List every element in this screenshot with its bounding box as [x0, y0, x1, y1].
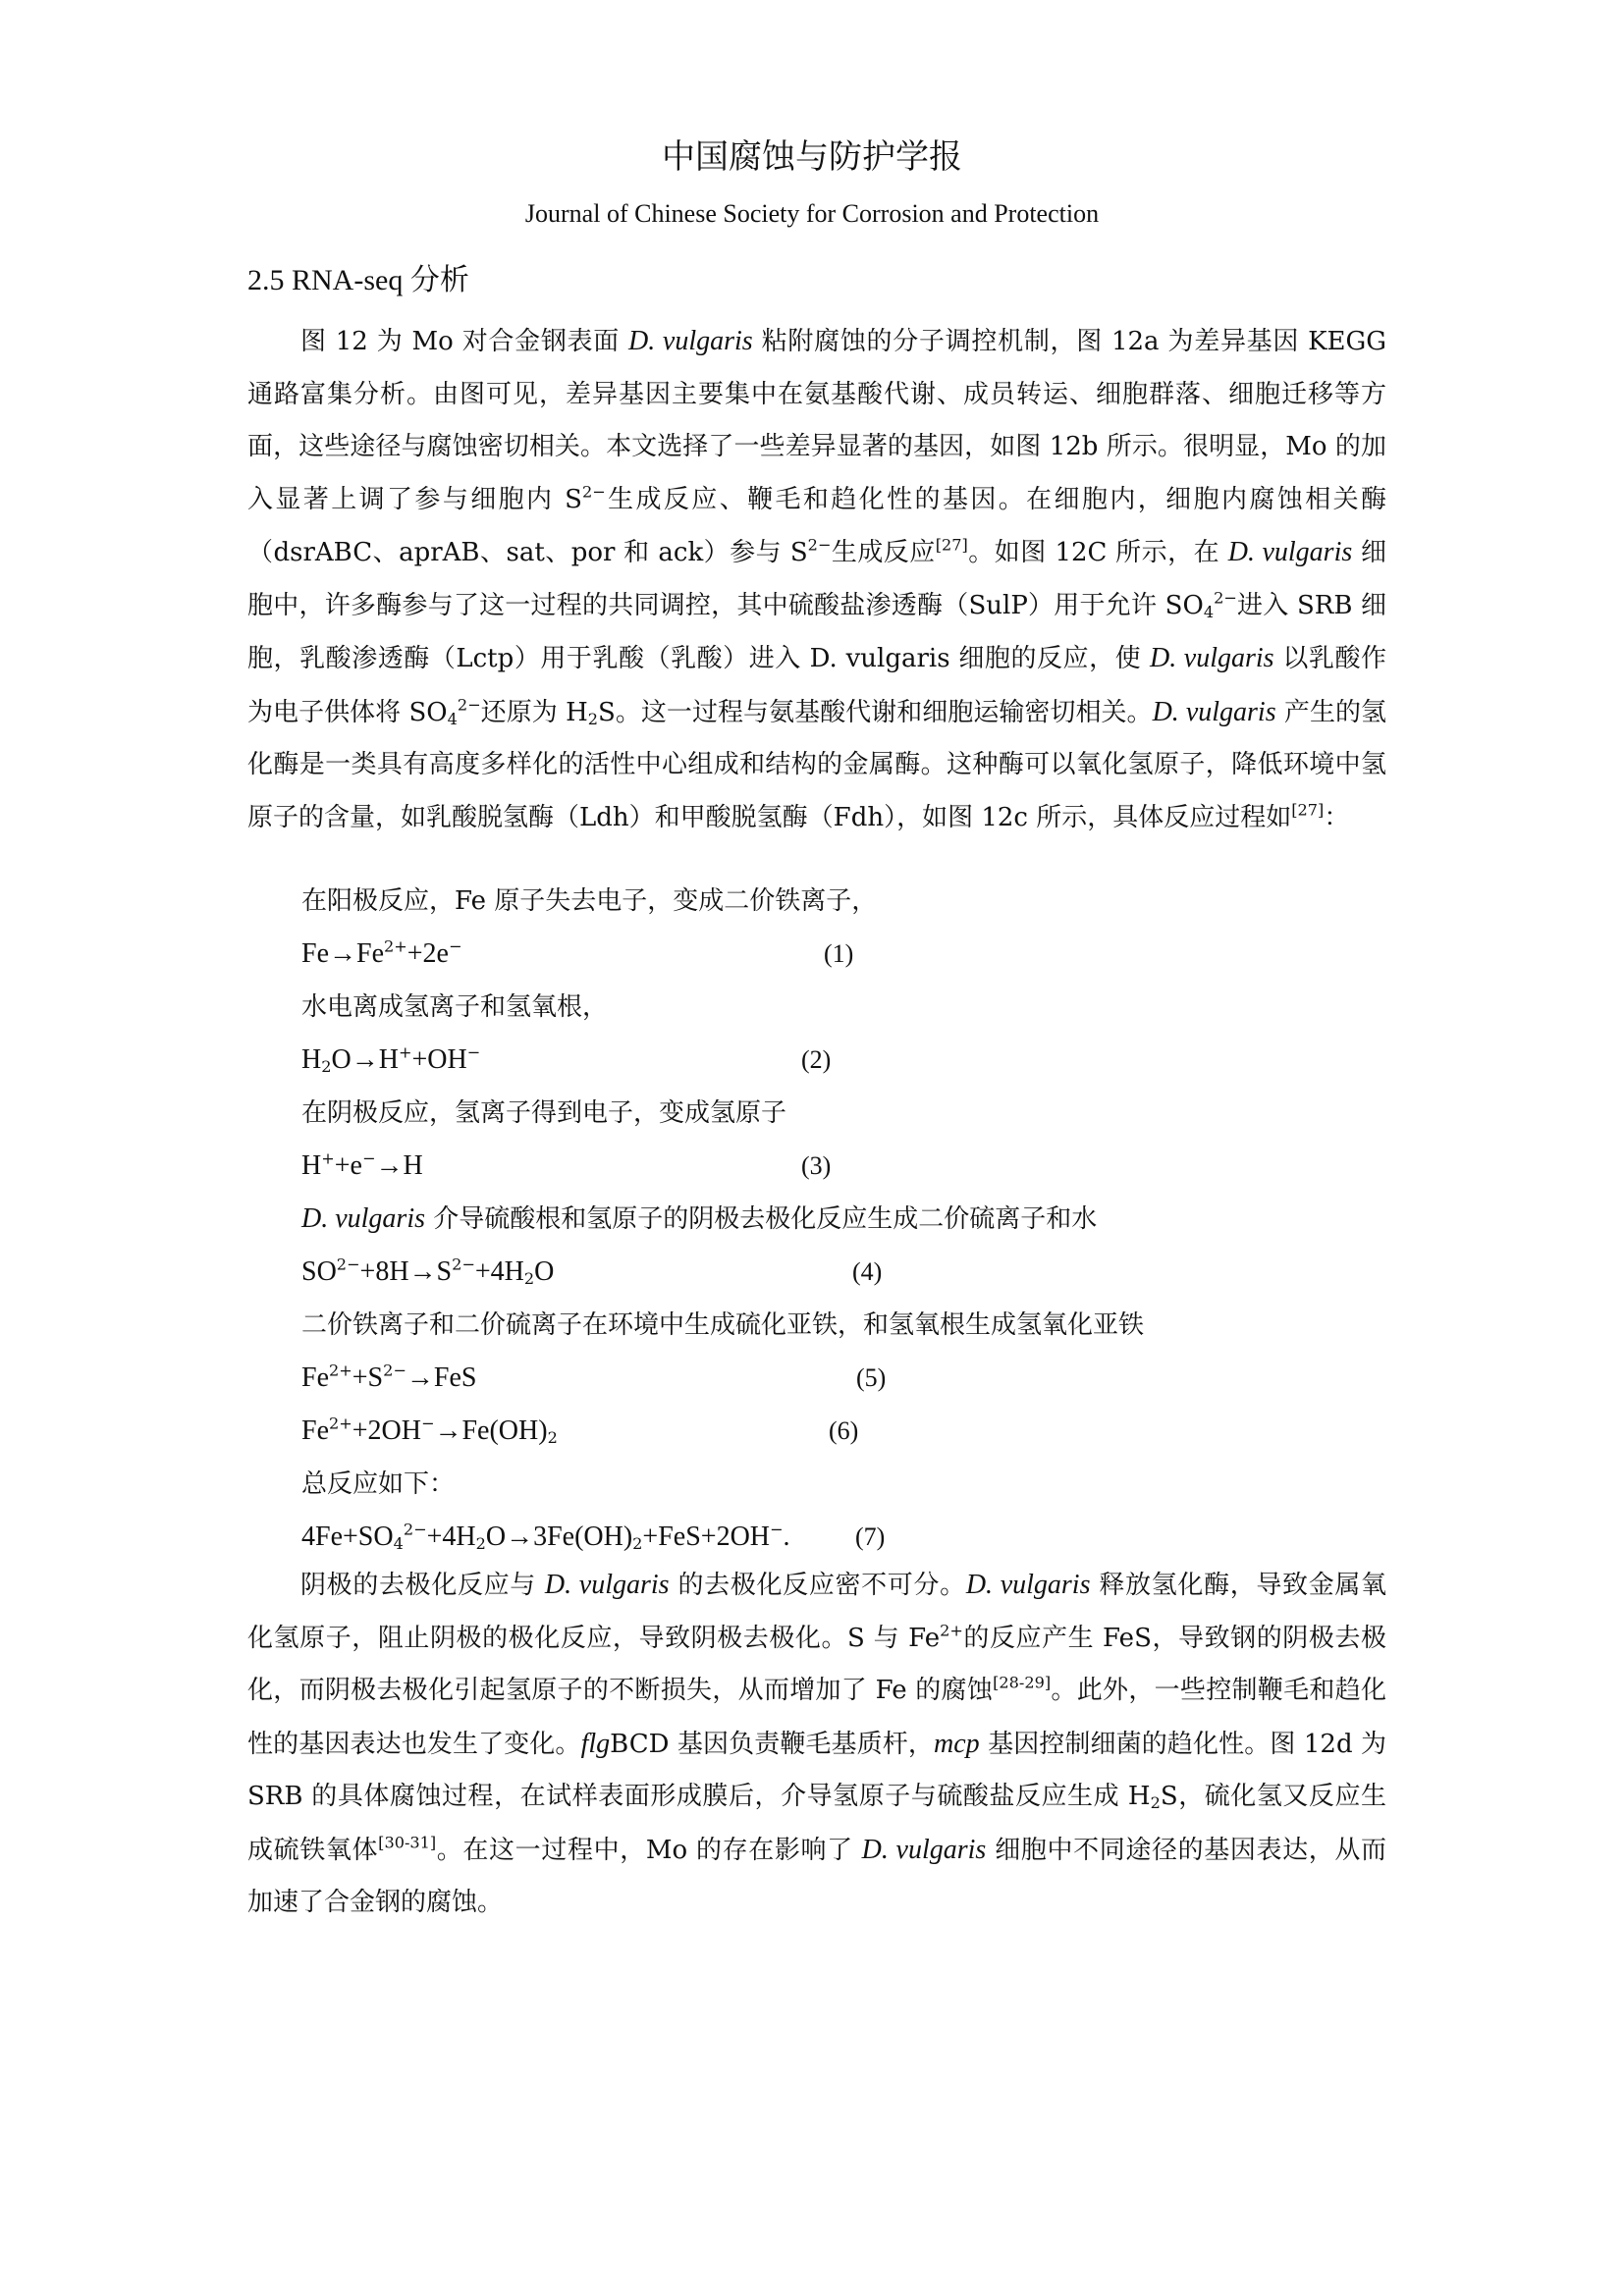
italic-term: D. vulgaris — [1152, 696, 1276, 727]
equation-1-number: (1) — [824, 939, 854, 968]
text-run: 。如图 12C 所示，在 — [967, 538, 1228, 567]
text-run: +4H — [474, 1256, 524, 1287]
subscript: 2 — [321, 1057, 332, 1077]
equation-5-number: (5) — [856, 1363, 887, 1392]
italic-term: D. vulgaris — [1227, 537, 1353, 567]
text-run: 以乳酸作为电子供体将 SO — [247, 644, 1387, 727]
text-run: 生成反应 — [831, 538, 936, 567]
equation-4 — [301, 1255, 554, 1290]
equation-2 — [301, 1042, 480, 1078]
superscript: [30-31] — [378, 1833, 437, 1852]
text-run: 水电离成氢离子和氢氧根， — [301, 992, 609, 1022]
superscript: [28-29] — [993, 1673, 1052, 1692]
superscript: 2+ — [329, 1361, 352, 1380]
superscript: 2− — [1214, 588, 1237, 608]
equation-6-number: (6) — [829, 1416, 859, 1445]
text-run: +4H — [426, 1522, 476, 1552]
text-run: S，硫化氢又反应生成硫铁氧体 — [247, 1782, 1387, 1865]
text-anode — [301, 883, 877, 919]
text-run: 介导硫酸根和氢原子的阴极去极化反应生成二价硫离子和水 — [425, 1204, 1098, 1234]
text-mediate — [301, 1201, 1097, 1237]
text-ferrous — [301, 1308, 1144, 1343]
text-run: +S — [352, 1362, 384, 1393]
equation-2-number: (2) — [801, 1045, 832, 1074]
subscript: 2 — [475, 1534, 486, 1554]
text-run: Fe→Fe — [301, 938, 384, 969]
subscript: 2 — [523, 1269, 535, 1289]
subscript: 2 — [1150, 1793, 1161, 1813]
text-run: +8H→S — [359, 1256, 453, 1287]
equation-6 — [301, 1414, 558, 1449]
paragraph-2 — [247, 1559, 1386, 1930]
text-run: 的反应产生 FeS，导致钢的阴极去极化，而阴极去极化引起氢原子的不断损失，从而增加了 Fe 的腐蚀 — [247, 1623, 1386, 1705]
equation-3 — [301, 1148, 423, 1184]
equation-3-number: (3) — [801, 1151, 832, 1180]
text-run: 在阴极反应，氢离子得到电子，变成氢原子 — [301, 1098, 787, 1128]
text-run: 4Fe+SO — [301, 1522, 394, 1552]
subscript: 2 — [547, 1428, 558, 1448]
italic-term: D. vulgaris — [965, 1570, 1091, 1600]
text-run: 二价铁离子和二价硫离子在环境中生成硫化亚铁，和氢氧根生成氢氧化亚铁 — [301, 1310, 1145, 1340]
text-run: 。在这一过程中，Mo 的存在影响了 — [436, 1835, 862, 1865]
text-run: O→3Fe(OH) — [485, 1522, 633, 1552]
text-run: 的去极化反应密不可分。 — [669, 1571, 966, 1600]
paragraph-1 — [247, 315, 1386, 844]
superscript: 2− — [807, 535, 832, 555]
superscript: − — [420, 1414, 435, 1433]
section-heading: 2.5 RNA-seq 分析 — [247, 264, 469, 296]
superscript: 2− — [581, 482, 606, 502]
equation-1 — [301, 936, 461, 972]
superscript: [27] — [935, 535, 968, 555]
subscript: 4 — [447, 709, 458, 728]
text-run: SO — [301, 1256, 337, 1287]
subscript: 4 — [1203, 602, 1215, 621]
italic-term: D. vulgaris — [1150, 643, 1274, 673]
text-run: →H — [375, 1150, 423, 1181]
superscript: 2+ — [940, 1621, 963, 1640]
text-run: +e — [334, 1150, 362, 1181]
equation-7 — [301, 1520, 790, 1555]
superscript: 2− — [452, 1255, 475, 1274]
italic-term: mcp — [934, 1728, 980, 1759]
italic-term: D. vulgaris — [861, 1834, 987, 1865]
superscript: − — [448, 936, 462, 956]
text-run: O→H — [331, 1044, 399, 1075]
text-total — [301, 1467, 455, 1502]
text-run: S。这一过程与氨基酸代谢和细胞运输密切相关。 — [598, 697, 1153, 727]
subscript: 2 — [632, 1534, 643, 1554]
text-cathode — [301, 1095, 786, 1131]
text-run: 进入 SRB 细胞，乳酸渗透酶（Lctp）用于乳酸（乳酸）进入 D. vulgaris 细胞的反应，使 — [247, 590, 1386, 673]
italic-term: D. vulgaris — [544, 1570, 670, 1600]
subscript: 4 — [393, 1534, 404, 1554]
text-run: 基因控制细菌的趋化性。图 12d 为 SRB 的具体腐蚀过程，在试样表面形成膜后，介导氢原子与硫酸盐反应生成 H — [247, 1729, 1386, 1811]
italic-term: D. vulgaris — [627, 326, 753, 356]
text-run: Fe — [301, 1362, 329, 1393]
text-run: 还原为 H — [480, 697, 588, 727]
superscript: + — [321, 1148, 335, 1168]
text-run: +FeS+2OH — [642, 1522, 771, 1552]
superscript: 2+ — [329, 1414, 352, 1433]
text-water — [301, 989, 608, 1025]
text-run: 生成反应、鞭毛和趋化性的基因。在细胞内，细胞内腐蚀相关酶（dsrABC、aprAB、sat、por 和 ack）参与 S — [247, 484, 1386, 567]
text-run: BCD 基因负责鞭毛基质杆， — [610, 1729, 935, 1759]
text-run: 粘附腐蚀的分子调控机制，图 12a 为差异基因 KEGG 通路富集分析。由图可见，差异基因主要集中在氨基酸代谢、成员转运、细胞群落、细胞迁移等方面，这些途径与腐蚀密切相关。本文选择了一些差异显著的基因，如图 12b 所示。很明显，Mo 的加入显著上调了参与细胞内 S — [247, 327, 1387, 514]
text-run: 图 12 为 Mo 对合金钢表面 — [300, 327, 628, 356]
journal-title: 中国腐蚀与防护学报 — [662, 137, 962, 177]
superscript: − — [361, 1148, 376, 1168]
subscript: 2 — [587, 709, 598, 728]
text-run: Fe — [301, 1415, 329, 1446]
text-run: O — [534, 1256, 555, 1287]
superscript: 2− — [403, 1520, 427, 1539]
superscript: 2+ — [384, 936, 407, 956]
italic-term: D. vulgaris — [301, 1203, 425, 1234]
superscript: − — [770, 1520, 784, 1539]
text-run: +2e — [406, 938, 449, 969]
equation-4-number: (4) — [852, 1257, 883, 1286]
text-run: ： — [1324, 802, 1350, 832]
superscript: 2− — [383, 1361, 406, 1380]
equation-5 — [301, 1361, 476, 1396]
text-run: 产生的氢化酶是一类具有高度多样化的活性中心组成和结构的金属酶。这种酶可以氧化氢原子，降低环境中氢原子的含量，如乳酸脱氢酶（Ldh）和甲酸脱氢酶（Fdh），如图 12c 所示，具体反应过程如 — [247, 697, 1387, 832]
equation-7-number: (7) — [855, 1522, 886, 1551]
text-run: H — [301, 1044, 322, 1075]
superscript: 2− — [457, 695, 481, 715]
text-run: H — [301, 1150, 322, 1181]
text-run: 阴极的去极化反应与 — [300, 1571, 545, 1600]
superscript: [27] — [1291, 800, 1325, 820]
italic-term: flg — [580, 1728, 611, 1759]
text-run: →FeS — [406, 1362, 477, 1393]
text-run: +OH — [411, 1044, 467, 1075]
text-run: 释放氢化酶，导致金属氧化氢原子，阻止阴极的极化反应，导致阴极去极化。S 与 Fe — [247, 1571, 1387, 1653]
text-run: 细胞中，许多酶参与了这一过程的共同调控，其中硫酸盐渗透酶（SulP）用于允许 SO — [247, 538, 1387, 620]
text-run: →Fe(OH) — [434, 1415, 548, 1446]
text-run: 。此外，一些控制鞭毛和趋化性的基因表达也发生了变化。 — [247, 1676, 1386, 1759]
text-run: 在阳极反应，Fe 原子失去电子，变成二价铁离子， — [301, 886, 878, 916]
text-run: 总反应如下： — [301, 1469, 456, 1499]
text-run: 细胞中不同途径的基因表达，从而加速了合金钢的腐蚀。 — [247, 1835, 1387, 1917]
text-run: +2OH — [352, 1415, 421, 1446]
text-run: . — [783, 1522, 790, 1552]
superscript: + — [398, 1042, 412, 1062]
superscript: − — [466, 1042, 481, 1062]
journal-subtitle: Journal of Chinese Society for Corrosion and Protection — [524, 199, 1100, 228]
superscript: 2− — [336, 1255, 360, 1274]
